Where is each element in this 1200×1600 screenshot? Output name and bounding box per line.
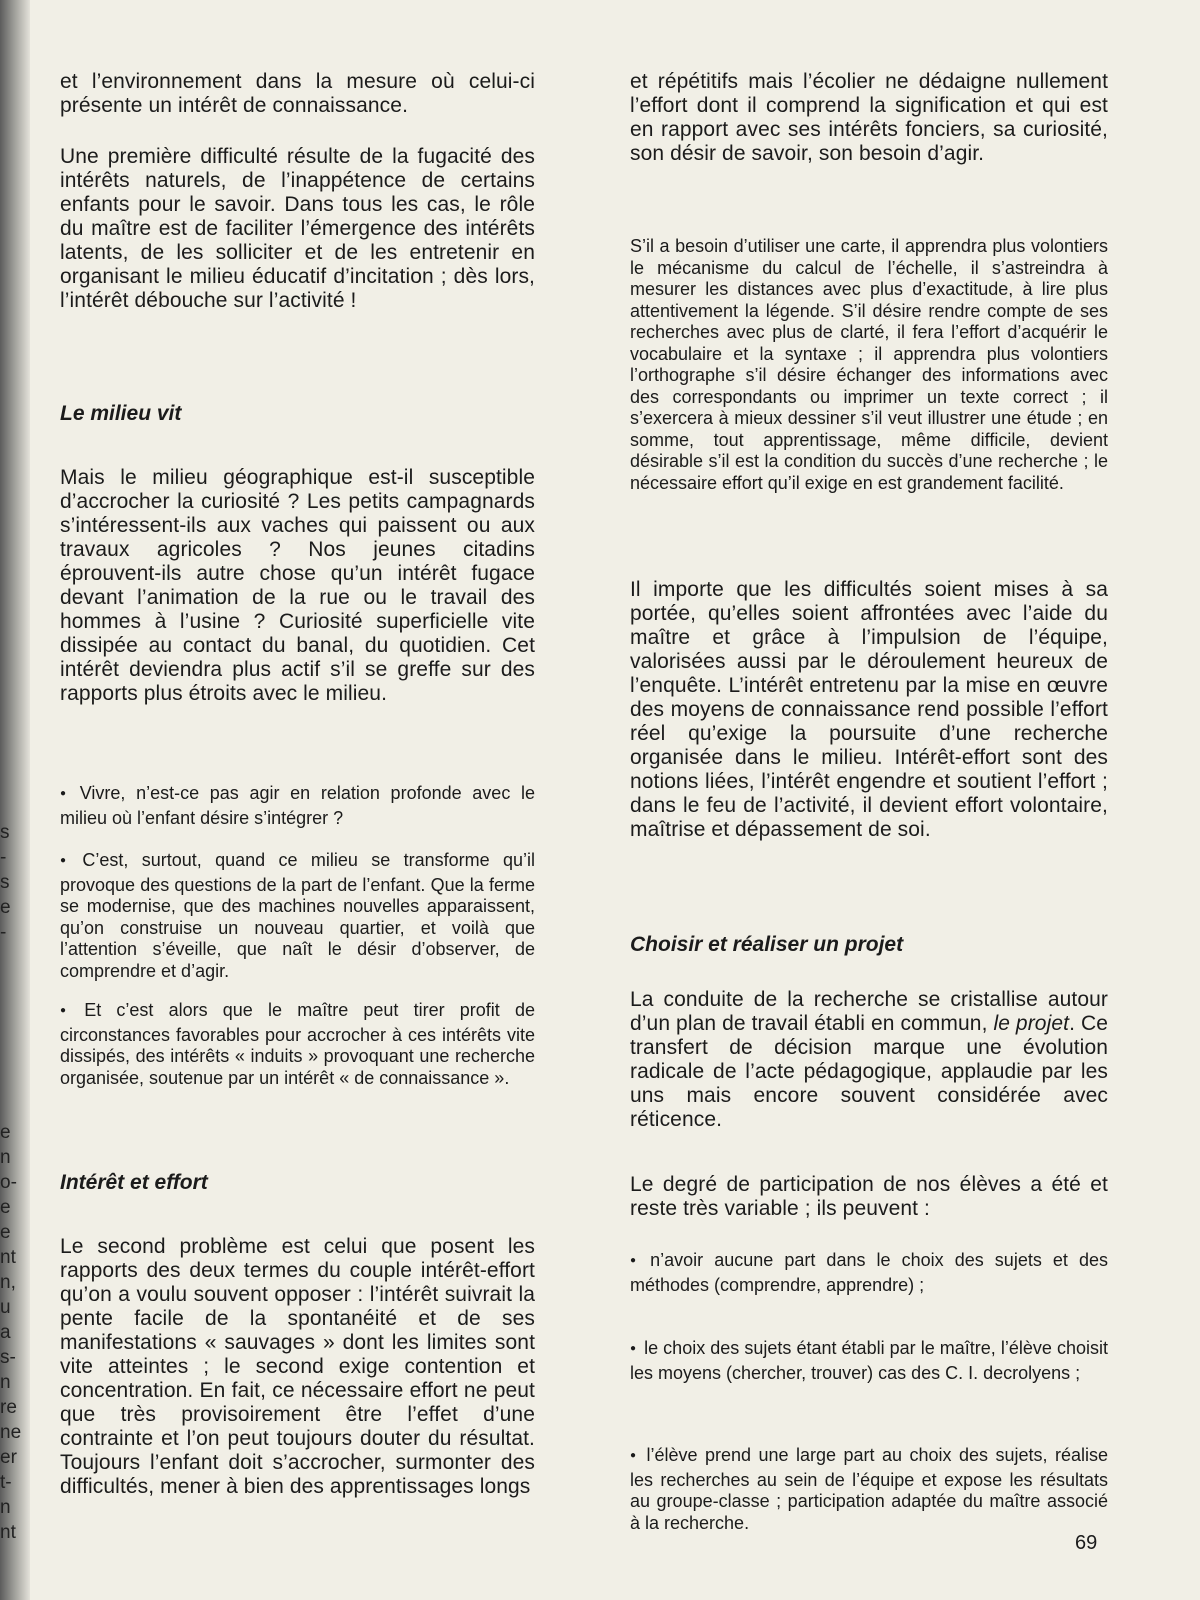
page-number: 69: [1075, 1532, 1098, 1554]
bullet-text: le choix des sujets étant établi par le maître, l’élève choisit les moyens (chercher, trouver) cas des C. I. decrolyens ;: [630, 1338, 1108, 1383]
bullet-item: [630, 1250, 1108, 1296]
section-heading: Le milieu vit: [60, 402, 182, 425]
gutter-fragment: u: [0, 1297, 11, 1318]
gutter-fragment: n: [0, 1372, 11, 1393]
gutter-fragment: s-: [0, 1347, 16, 1368]
gutter-fragment: [0, 970, 20, 995]
gutter-fragment: s: [0, 872, 10, 893]
paragraph: Le second problème est celui que posent les rapports des deux termes du couple intérêt-effort qu’on a voulu souvent opposer : l’intérêt suivrait la pente facile de la spontanéité et de ses manifestations « sauvages » dont les limites sont vite atteintes ; le second exige contention et concentration. En fait, ce nécessaire effort ne peut que très provisoirement être l’effet d’une contrainte et l’on peut toujours douter du résultat. Toujours l’enfant doit s’accrocher, surmonter des difficultés, mener à bien des apprentissages longs: [60, 1235, 535, 1498]
gutter-fragment: a: [0, 1322, 11, 1343]
bullet-item: [60, 850, 535, 982]
paragraph: S’il a besoin d’utiliser une carte, il apprendra plus volontiers le mécanisme du calcul de l’échelle, il s’astreindra à mesurer les distances avec plus d’exactitude, à lire plus attentivement la légende. S’il désire rendre compte de ses recherches avec plus de clarté, il fera l’effort d’acquérir le vocabulaire et la syntaxe ; il apprendra plus volontiers l’orthographe s’il désire échanger des informations avec des correspondants ou imprimer un texte correct ; il s’exercera à mieux dessiner s’il veut illustrer une étude ; en somme, tout apprentissage, même difficile, devient désirable s’il est la condition du succès d’une recherche ; le nécessaire effort qu’il exige en est grandement facilité.: [630, 236, 1108, 493]
bullet-icon: [630, 1250, 650, 1270]
paragraph: et répétitifs mais l’écolier ne dédaigne nullement l’effort dont il comprend la signification et qui est en rapport avec ses intérêts fonciers, sa curiosité, son désir de savoir, son besoin d’agir.: [630, 70, 1108, 165]
paragraph-text: La conduite de la recherche se cristallise autour d’un plan de travail établi en commun,: [630, 988, 1108, 1035]
bullet-text: Et c’est alors que le maître peut tirer profit de circonstances favorables pour accrocher à ces intérêts vite dissipés, des intérêts « induits » provoquant une recherche organisée, soutenue par un intérêt « de connaissance ».: [60, 1000, 535, 1088]
gutter-fragment: e: [0, 1222, 11, 1243]
section-heading: Choisir et réaliser un projet: [630, 933, 904, 956]
left-column: [60, 70, 535, 1560]
paragraph: Mais le milieu géographique est-il susceptible d’accrocher la curiosité ? Les petits campagnards s’intéressent-ils aux vaches qui paissent ou aux travaux agricoles ? Nos jeunes citadins éprouvent-ils autre chose qu’un intérêt fugace devant l’animation de la rue ou le travail des hommes à l’usine ? Curiosité superficielle vite dissipée au contact du banal, du quotidien. Cet intérêt deviendra plus actif s’il se greffe sur des rapports plus étroits avec le milieu.: [60, 466, 535, 705]
gutter-fragment: -: [0, 847, 7, 868]
bullet-text: C’est, surtout, quand ce milieu se transforme qu’il provoque des questions de la part de l’enfant. Que la ferme se modernise, que des machines nouvelles apparaissent, qu’on construise un nouveau quartier, et voilà que l’attention s’éveille, que naît le désir d’observer, de comprendre et d’agir.: [60, 850, 535, 981]
gutter-fragment: er: [0, 1447, 17, 1468]
paragraph: [630, 988, 1108, 1132]
adjacent-page-fragments: [0, 820, 20, 1545]
bullet-item: [60, 783, 535, 829]
gutter-fragment: nt: [0, 1522, 16, 1543]
bullet-item: [630, 1338, 1108, 1384]
paragraph: et l’environnement dans la mesure où celui-ci présente un intérêt de connaissance.: [60, 70, 535, 117]
italic-term: le projet: [993, 1012, 1070, 1035]
gutter-fragment: s: [0, 822, 10, 843]
bullet-icon: [60, 1000, 84, 1020]
gutter-fragment: o-: [0, 1172, 17, 1193]
bullet-text: n’avoir aucune part dans le choix des sujets et des méthodes (comprendre, apprendre) ;: [630, 1250, 1108, 1295]
gutter-fragment: [0, 1070, 20, 1095]
bullet-icon: [60, 783, 80, 803]
gutter-fragment: n: [0, 1147, 11, 1168]
gutter-fragment: -: [0, 922, 7, 943]
gutter-fragment: [0, 1020, 20, 1045]
paragraph: Il importe que les difficultés soient mises à sa portée, qu’elles soient affrontées avec l’aide du maître et grâce à l’impulsion de l’équipe, valorisées aussi par le déroulement heureux de l’enquête. L’intérêt entretenu par la mise en œuvre des moyens de connaissance rend possible l’effort réel qu’exige la poursuite d’une recherche organisée dans le milieu. Intérêt-effort sont des notions liées, l’intérêt engendre et soutient l’effort ; dans le feu de l’activité, il devient effort volontaire, maîtrise et dépassement de soi.: [630, 578, 1108, 841]
gutter-fragment: nt: [0, 1247, 16, 1268]
bullet-text: Vivre, n’est-ce pas agir en relation profonde avec le milieu où l’enfant désire s’intégrer ?: [60, 783, 535, 828]
gutter-fragment: [0, 995, 20, 1020]
gutter-fragment: re: [0, 1397, 17, 1418]
gutter-fragment: n,: [0, 1272, 16, 1293]
gutter-fragment: e: [0, 1197, 11, 1218]
section-heading: Intérêt et effort: [60, 1171, 208, 1194]
gutter-fragment: e: [0, 897, 11, 918]
gutter-fragment: e: [0, 1122, 11, 1143]
bullet-item: [630, 1445, 1108, 1534]
bullet-icon: [630, 1445, 647, 1465]
paragraph-text: . Ce transfert de décision marque une évolution radicale de l’acte pédagogique, applaudie par les uns mais encore souvent considérée avec réticence.: [630, 1012, 1108, 1131]
bullet-icon: [60, 850, 82, 870]
bullet-item: [60, 1000, 535, 1089]
bullet-icon: [630, 1338, 644, 1358]
paragraph: Une première difficulté résulte de la fugacité des intérêts naturels, de l’inappétence de certains enfants pour le savoir. Dans tous les cas, le rôle du maître est de faciliter l’émergence des intérêts latents, de les solliciter et de les entretenir en organisant le milieu éducatif d’incitation ; dès lors, l’intérêt débouche sur l’activité !: [60, 145, 535, 312]
gutter-fragment: [0, 1095, 20, 1120]
gutter-fragment: [0, 1045, 20, 1070]
bullet-text: l’élève prend une large part au choix des sujets, réalise les recherches au sein de l’équipe et expose les résultats au groupe-classe ; participation adaptée du maître associé à la recherche.: [630, 1445, 1108, 1533]
paragraph: Le degré de participation de nos élèves a été et reste très variable ; ils peuvent :: [630, 1173, 1108, 1220]
right-column: [630, 70, 1108, 1560]
gutter-fragment: ne: [0, 1422, 22, 1443]
gutter-fragment: [0, 945, 20, 970]
gutter-fragment: t-: [0, 1472, 12, 1493]
gutter-fragment: n: [0, 1497, 11, 1518]
